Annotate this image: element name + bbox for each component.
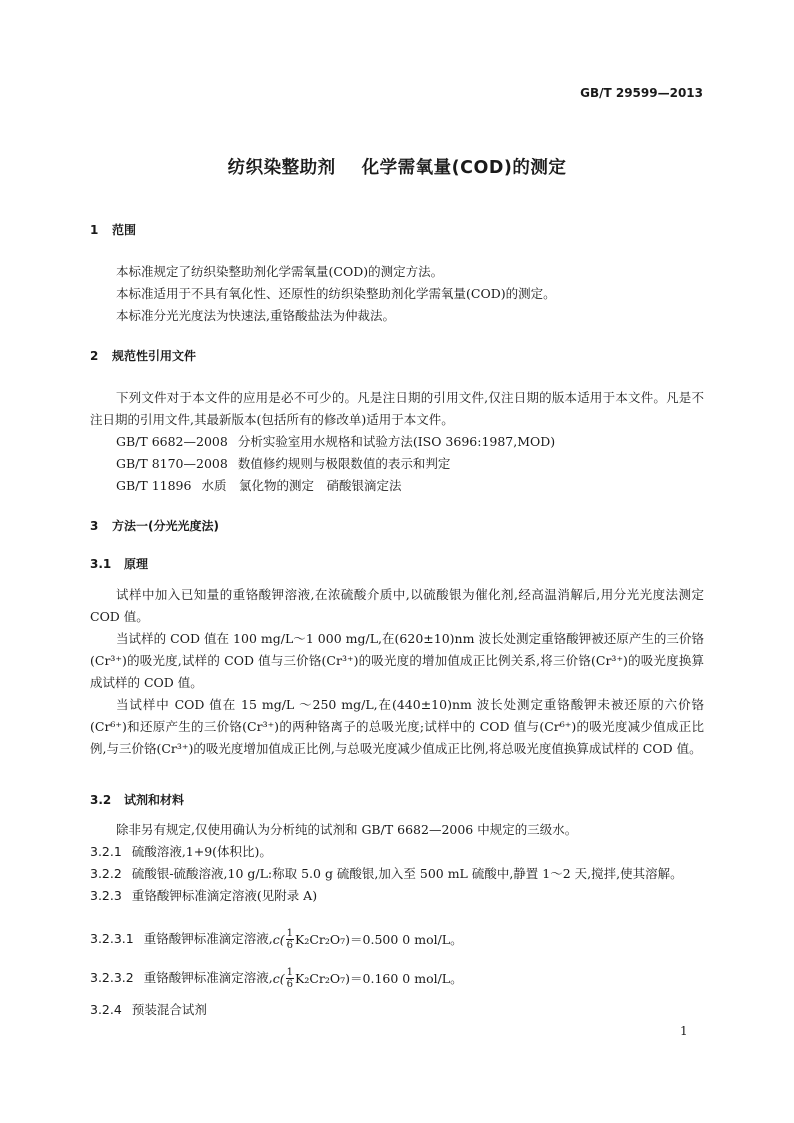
list-item (90, 885, 704, 907)
item-text: 预装混合试剂 (131, 1002, 207, 1017)
formula-species: K₂Cr₂O₇ (294, 970, 346, 986)
formula-lead: c( (272, 931, 285, 947)
section-3-heading (90, 518, 704, 534)
section-title: 范围 (112, 223, 137, 237)
list-item (90, 863, 704, 885)
section-number: 3.1 (90, 557, 112, 571)
fraction-numerator: 1 (286, 967, 293, 978)
fraction-numerator: 1 (286, 928, 293, 939)
paragraph: 本标准分光光度法为快速法,重铬酸盐法为仲裁法。 (116, 308, 395, 323)
section-3-1-body (90, 584, 704, 760)
item-number: 3.2.1 (90, 844, 122, 859)
reference-title: 分析实验室用水规格和试验方法(ISO 3696:1987,MOD) (237, 434, 556, 449)
list-item (90, 999, 704, 1021)
reference-title: 水质 氯化物的测定 硝酸银滴定法 (201, 478, 402, 493)
item-text: 重铬酸钾标准滴定溶液, (143, 931, 273, 946)
paragraph: 本标准适用于不具有氧化性、还原性的纺织染整助剂化学需氧量(COD)的测定。 (116, 286, 556, 301)
list-item (90, 928, 704, 951)
item-text: 重铬酸钾标准滴定溶液(见附录 A) (131, 888, 318, 903)
item-number: 3.2.2 (90, 866, 122, 881)
title-part-2: 化学需氧量(COD)的测定 (361, 158, 567, 178)
item-text: 硫酸银-硫酸溶液,10 g/L:称取 5.0 g 硫酸银,加入至 500 mL 硫酸中,静置 1～2 天,搅拌,使其溶解。 (131, 866, 683, 881)
item-text: 硫酸溶液,1+9(体积比)。 (131, 844, 272, 859)
concentration-formula (273, 967, 463, 990)
fraction (286, 928, 294, 951)
paragraph: 本标准规定了纺织染整助剂化学需氧量(COD)的测定方法。 (116, 264, 444, 279)
section-number: 3.2 (90, 793, 112, 807)
list-item (90, 841, 704, 863)
section-number: 2 (90, 349, 99, 363)
item-number: 3.2.4 (90, 1002, 122, 1017)
reference-code: GB/T 11896 (116, 478, 192, 493)
paragraph: 当试样中 COD 值在 15 mg/L ～250 mg/L,在(440±10)nm 波长处测定重铬酸钾未被还原的六价铬(Cr⁶⁺)和还原产生的三价铬(Cr³⁺)的两种铬离子的总吸光度;试样中的 COD 值与(Cr⁶⁺)的吸光度减少值成正比例,与三价铬(Cr³⁺)的吸光度增加值成正比例,与总吸光度减少值成正比例,将总吸光度值换算成试样的 COD 值。 (90, 697, 704, 756)
reference-title: 数值修约规则与极限数值的表示和判定 (237, 456, 451, 471)
paragraph: 除非另有规定,仅使用确认为分析纯的试剂和 GB/T 6682—2006 中规定的三级水。 (116, 822, 578, 837)
page-number: 1 (680, 1024, 688, 1038)
section-title: 原理 (124, 557, 149, 571)
section-1-body (90, 261, 704, 327)
list-item (90, 967, 704, 990)
item-number: 3.2.3.1 (90, 931, 134, 946)
section-3-2-body (90, 819, 704, 907)
section-1-heading (90, 222, 704, 238)
section-number: 3 (90, 519, 99, 533)
section-2-heading (90, 348, 704, 364)
section-2-body (90, 387, 704, 497)
item-number: 3.2.3.2 (90, 970, 134, 985)
fraction (286, 967, 294, 990)
document-title (0, 154, 794, 179)
item-text: 重铬酸钾标准滴定溶液, (143, 970, 273, 985)
concentration-formula (273, 928, 463, 951)
item-number: 3.2.3 (90, 888, 122, 903)
reference-item (90, 475, 704, 497)
title-part-1: 纺织染整助剂 (227, 158, 336, 178)
section-title: 规范性引用文件 (112, 349, 197, 363)
standard-code: GB/T 29599—2013 (580, 86, 703, 100)
reference-code: GB/T 6682—2008 (116, 434, 228, 449)
formula-value: )＝0.160 0 mol/L。 (345, 970, 463, 986)
section-number: 1 (90, 223, 99, 237)
paragraph: 试样中加入已知量的重铬酸钾溶液,在浓硫酸介质中,以硫酸银为催化剂,经高温消解后,用分光光度法测定 COD 值。 (90, 587, 704, 624)
fraction-denominator: 6 (286, 940, 293, 951)
paragraph: 下列文件对于本文件的应用是必不可少的。凡是注日期的引用文件,仅注日期的版本适用于本文件。凡是不注日期的引用文件,其最新版本(包括所有的修改单)适用于本文件。 (90, 390, 704, 427)
paragraph: 当试样的 COD 值在 100 mg/L～1 000 mg/L,在(620±10)nm 波长处测定重铬酸钾被还原产生的三价铬(Cr³⁺)的吸光度,试样的 COD 值与三价铬(Cr³⁺)的吸光度的增加值成正比例关系,将三价铬(Cr³⁺)的吸光度换算成试样的 COD 值。 (90, 631, 704, 690)
reference-item (90, 431, 704, 453)
formula-value: )＝0.500 0 mol/L。 (345, 931, 463, 947)
section-title: 试剂和材料 (124, 793, 185, 807)
section-3-1-heading (90, 556, 704, 572)
section-3-2-heading (90, 792, 704, 808)
reference-item (90, 453, 704, 475)
fraction-denominator: 6 (286, 979, 293, 990)
section-title: 方法一(分光光度法) (112, 519, 219, 533)
reference-code: GB/T 8170—2008 (116, 456, 228, 471)
formula-species: K₂Cr₂O₇ (294, 931, 346, 947)
formula-lead: c( (272, 970, 285, 986)
